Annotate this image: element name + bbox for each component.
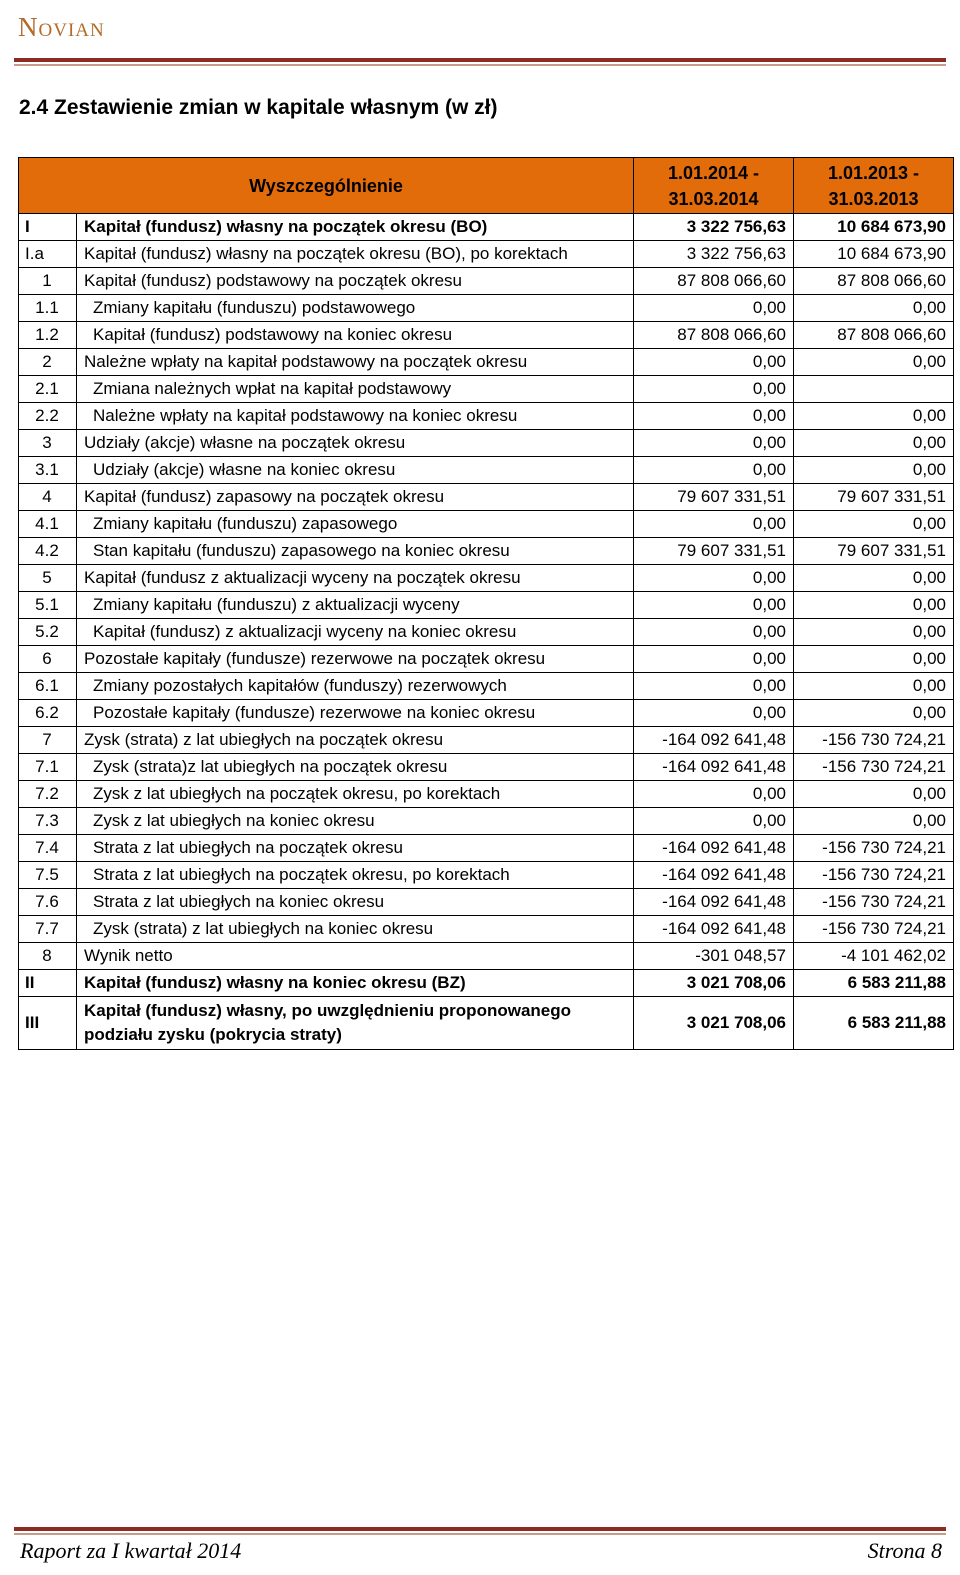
row-value-2014: 0,00	[634, 619, 794, 646]
row-value-2013: -156 730 724,21	[794, 835, 954, 862]
row-value-2013: 0,00	[794, 592, 954, 619]
row-value-2014: 0,00	[634, 673, 794, 700]
row-index: 7.7	[19, 916, 77, 943]
row-value-2013: 0,00	[794, 700, 954, 727]
row-label: Kapitał (fundusz) podstawowy na koniec okresu	[77, 322, 634, 349]
row-index: 7.6	[19, 889, 77, 916]
table-row	[19, 646, 954, 673]
row-value-2014: 0,00	[634, 295, 794, 322]
table-row	[19, 457, 954, 484]
row-label: Należne wpłaty na kapitał podstawowy na koniec okresu	[77, 403, 634, 430]
row-value-2014: -164 092 641,48	[634, 889, 794, 916]
row-label: Zmiany pozostałych kapitałów (funduszy) rezerwowych	[77, 673, 634, 700]
footer-report-title: Raport za I kwartał 2014	[20, 1538, 242, 1563]
table-row	[19, 835, 954, 862]
row-label: Strata z lat ubiegłych na koniec okresu	[77, 889, 634, 916]
header-rule-thin	[14, 64, 946, 66]
row-index: III	[19, 997, 77, 1050]
row-label: Zmiana należnych wpłat na kapitał podstawowy	[77, 376, 634, 403]
row-value-2013: -156 730 724,21	[794, 916, 954, 943]
row-value-2014: -164 092 641,48	[634, 862, 794, 889]
row-value-2013: 6 583 211,88	[794, 997, 954, 1050]
row-value-2014: 0,00	[634, 403, 794, 430]
row-value-2014: -164 092 641,48	[634, 727, 794, 754]
row-value-2014: 3 021 708,06	[634, 970, 794, 997]
table-row	[19, 241, 954, 268]
section-heading: 2.4 Zestawienie zmian w kapitale własnym (w zł)	[19, 96, 498, 119]
row-index: 3.1	[19, 457, 77, 484]
table-row	[19, 268, 954, 295]
row-index: 4.1	[19, 511, 77, 538]
row-label: Zysk (strata) z lat ubiegłych na początek okresu	[77, 727, 634, 754]
row-value-2014: 87 808 066,60	[634, 268, 794, 295]
row-index: 8	[19, 943, 77, 970]
row-value-2013: 79 607 331,51	[794, 484, 954, 511]
row-label: Kapitał (fundusz) z aktualizacji wyceny na koniec okresu	[77, 619, 634, 646]
row-index: 1.2	[19, 322, 77, 349]
row-value-2014: 3 322 756,63	[634, 241, 794, 268]
row-index: I	[19, 214, 77, 241]
row-value-2014: 0,00	[634, 646, 794, 673]
row-label: Zysk z lat ubiegłych na koniec okresu	[77, 808, 634, 835]
row-index: 2.1	[19, 376, 77, 403]
row-value-2014: 79 607 331,51	[634, 538, 794, 565]
row-value-2013: 87 808 066,60	[794, 322, 954, 349]
row-index: 7.3	[19, 808, 77, 835]
row-value-2013: -4 101 462,02	[794, 943, 954, 970]
row-value-2014: 3 322 756,63	[634, 214, 794, 241]
equity-changes-table	[18, 157, 954, 1050]
row-value-2014: 0,00	[634, 376, 794, 403]
row-index: 5.2	[19, 619, 77, 646]
table-row	[19, 970, 954, 997]
row-label: Kapitał (fundusz) własny na początek okresu (BO), po korektach	[77, 241, 634, 268]
row-label: Udziały (akcje) własne na koniec okresu	[77, 457, 634, 484]
table-row	[19, 484, 954, 511]
table-row	[19, 889, 954, 916]
row-label: Należne wpłaty na kapitał podstawowy na początek okresu	[77, 349, 634, 376]
row-value-2013: -156 730 724,21	[794, 727, 954, 754]
row-index: I.a	[19, 241, 77, 268]
table-row	[19, 322, 954, 349]
header-rule	[14, 58, 946, 62]
row-value-2013: 6 583 211,88	[794, 970, 954, 997]
row-value-2013: 79 607 331,51	[794, 538, 954, 565]
row-value-2013: 0,00	[794, 511, 954, 538]
table-row	[19, 727, 954, 754]
row-label: Strata z lat ubiegłych na początek okresu, po korektach	[77, 862, 634, 889]
row-value-2013: 0,00	[794, 295, 954, 322]
row-value-2013: 0,00	[794, 619, 954, 646]
row-index: 3	[19, 430, 77, 457]
row-label: Wynik netto	[77, 943, 634, 970]
row-value-2013: 0,00	[794, 808, 954, 835]
row-value-2013: 0,00	[794, 403, 954, 430]
row-index: 7	[19, 727, 77, 754]
row-value-2014: 87 808 066,60	[634, 322, 794, 349]
row-index: 7.4	[19, 835, 77, 862]
table-row	[19, 862, 954, 889]
row-label: Udziały (akcje) własne na początek okresu	[77, 430, 634, 457]
row-value-2014: 79 607 331,51	[634, 484, 794, 511]
row-index: 2	[19, 349, 77, 376]
row-index: 7.1	[19, 754, 77, 781]
header-period-2014: 1.01.2014 - 31.03.2014	[634, 158, 794, 214]
row-label: Kapitał (fundusz) własny na koniec okresu (BZ)	[77, 970, 634, 997]
row-value-2014: 0,00	[634, 430, 794, 457]
table-row	[19, 214, 954, 241]
row-label: Kapitał (fundusz z aktualizacji wyceny na początek okresu	[77, 565, 634, 592]
table-row	[19, 295, 954, 322]
row-index: 6.2	[19, 700, 77, 727]
row-label: Pozostałe kapitały (fundusze) rezerwowe na koniec okresu	[77, 700, 634, 727]
row-label: Kapitał (fundusz) własny na początek okresu (BO)	[77, 214, 634, 241]
table-row	[19, 673, 954, 700]
table-row	[19, 511, 954, 538]
row-value-2013: 0,00	[794, 565, 954, 592]
table-row	[19, 808, 954, 835]
row-index: 1.1	[19, 295, 77, 322]
table-row	[19, 997, 954, 1050]
row-value-2013: 0,00	[794, 349, 954, 376]
row-index: 5	[19, 565, 77, 592]
table-row	[19, 538, 954, 565]
row-value-2013: 0,00	[794, 430, 954, 457]
row-index: 7.5	[19, 862, 77, 889]
row-value-2014: 0,00	[634, 592, 794, 619]
row-index: 5.1	[19, 592, 77, 619]
row-label: Kapitał (fundusz) zapasowy na początek okresu	[77, 484, 634, 511]
table-row	[19, 403, 954, 430]
row-value-2014: 0,00	[634, 781, 794, 808]
row-value-2013: 87 808 066,60	[794, 268, 954, 295]
table-row	[19, 430, 954, 457]
table-row	[19, 754, 954, 781]
row-label: Zmiany kapitału (funduszu) z aktualizacji wyceny	[77, 592, 634, 619]
row-value-2013: 0,00	[794, 457, 954, 484]
row-label: Zmiany kapitału (funduszu) zapasowego	[77, 511, 634, 538]
row-value-2013: 10 684 673,90	[794, 241, 954, 268]
table-row	[19, 943, 954, 970]
row-index: 2.2	[19, 403, 77, 430]
table-row	[19, 619, 954, 646]
row-value-2014: -164 092 641,48	[634, 835, 794, 862]
row-label: Zmiany kapitału (funduszu) podstawowego	[77, 295, 634, 322]
row-label: Strata z lat ubiegłych na początek okresu	[77, 835, 634, 862]
row-value-2014: 0,00	[634, 700, 794, 727]
row-label: Zysk (strata)z lat ubiegłych na początek okresu	[77, 754, 634, 781]
row-value-2013: -156 730 724,21	[794, 754, 954, 781]
row-value-2014: 0,00	[634, 457, 794, 484]
row-label: Zysk z lat ubiegłych na początek okresu, po korektach	[77, 781, 634, 808]
row-index: 7.2	[19, 781, 77, 808]
row-index: II	[19, 970, 77, 997]
footer-page-number: Strona 8	[867, 1538, 942, 1563]
row-value-2013	[794, 376, 954, 403]
row-index: 4.2	[19, 538, 77, 565]
row-value-2014: 0,00	[634, 511, 794, 538]
row-label: Stan kapitału (funduszu) zapasowego na koniec okresu	[77, 538, 634, 565]
header-period-2013: 1.01.2013 - 31.03.2013	[794, 158, 954, 214]
table-row	[19, 916, 954, 943]
footer-rule	[14, 1527, 946, 1531]
brand-logo: Novian	[18, 12, 105, 42]
row-index: 6.1	[19, 673, 77, 700]
row-value-2013: 0,00	[794, 673, 954, 700]
row-label: Kapitał (fundusz) podstawowy na początek okresu	[77, 268, 634, 295]
row-label: Kapitał (fundusz) własny, po uwzględnieniu proponowanego podziału zysku (pokrycia straty)	[77, 997, 634, 1050]
row-value-2014: 3 021 708,06	[634, 997, 794, 1050]
row-index: 4	[19, 484, 77, 511]
row-label: Pozostałe kapitały (fundusze) rezerwowe na początek okresu	[77, 646, 634, 673]
footer-rule-thin	[14, 1533, 946, 1535]
row-label: Zysk (strata) z lat ubiegłych na koniec okresu	[77, 916, 634, 943]
table-row	[19, 700, 954, 727]
table-row	[19, 565, 954, 592]
table-row	[19, 376, 954, 403]
row-value-2013: -156 730 724,21	[794, 862, 954, 889]
row-value-2014: 0,00	[634, 565, 794, 592]
row-value-2014: -164 092 641,48	[634, 916, 794, 943]
row-value-2013: 0,00	[794, 781, 954, 808]
row-value-2013: 0,00	[794, 646, 954, 673]
table-row	[19, 592, 954, 619]
row-value-2013: -156 730 724,21	[794, 889, 954, 916]
table-row	[19, 781, 954, 808]
row-value-2014: 0,00	[634, 808, 794, 835]
table-row	[19, 349, 954, 376]
row-value-2014: -164 092 641,48	[634, 754, 794, 781]
row-value-2014: -301 048,57	[634, 943, 794, 970]
row-value-2013: 10 684 673,90	[794, 214, 954, 241]
row-value-2014: 0,00	[634, 349, 794, 376]
header-label: Wyszczególnienie	[19, 158, 634, 214]
row-index: 6	[19, 646, 77, 673]
row-index: 1	[19, 268, 77, 295]
